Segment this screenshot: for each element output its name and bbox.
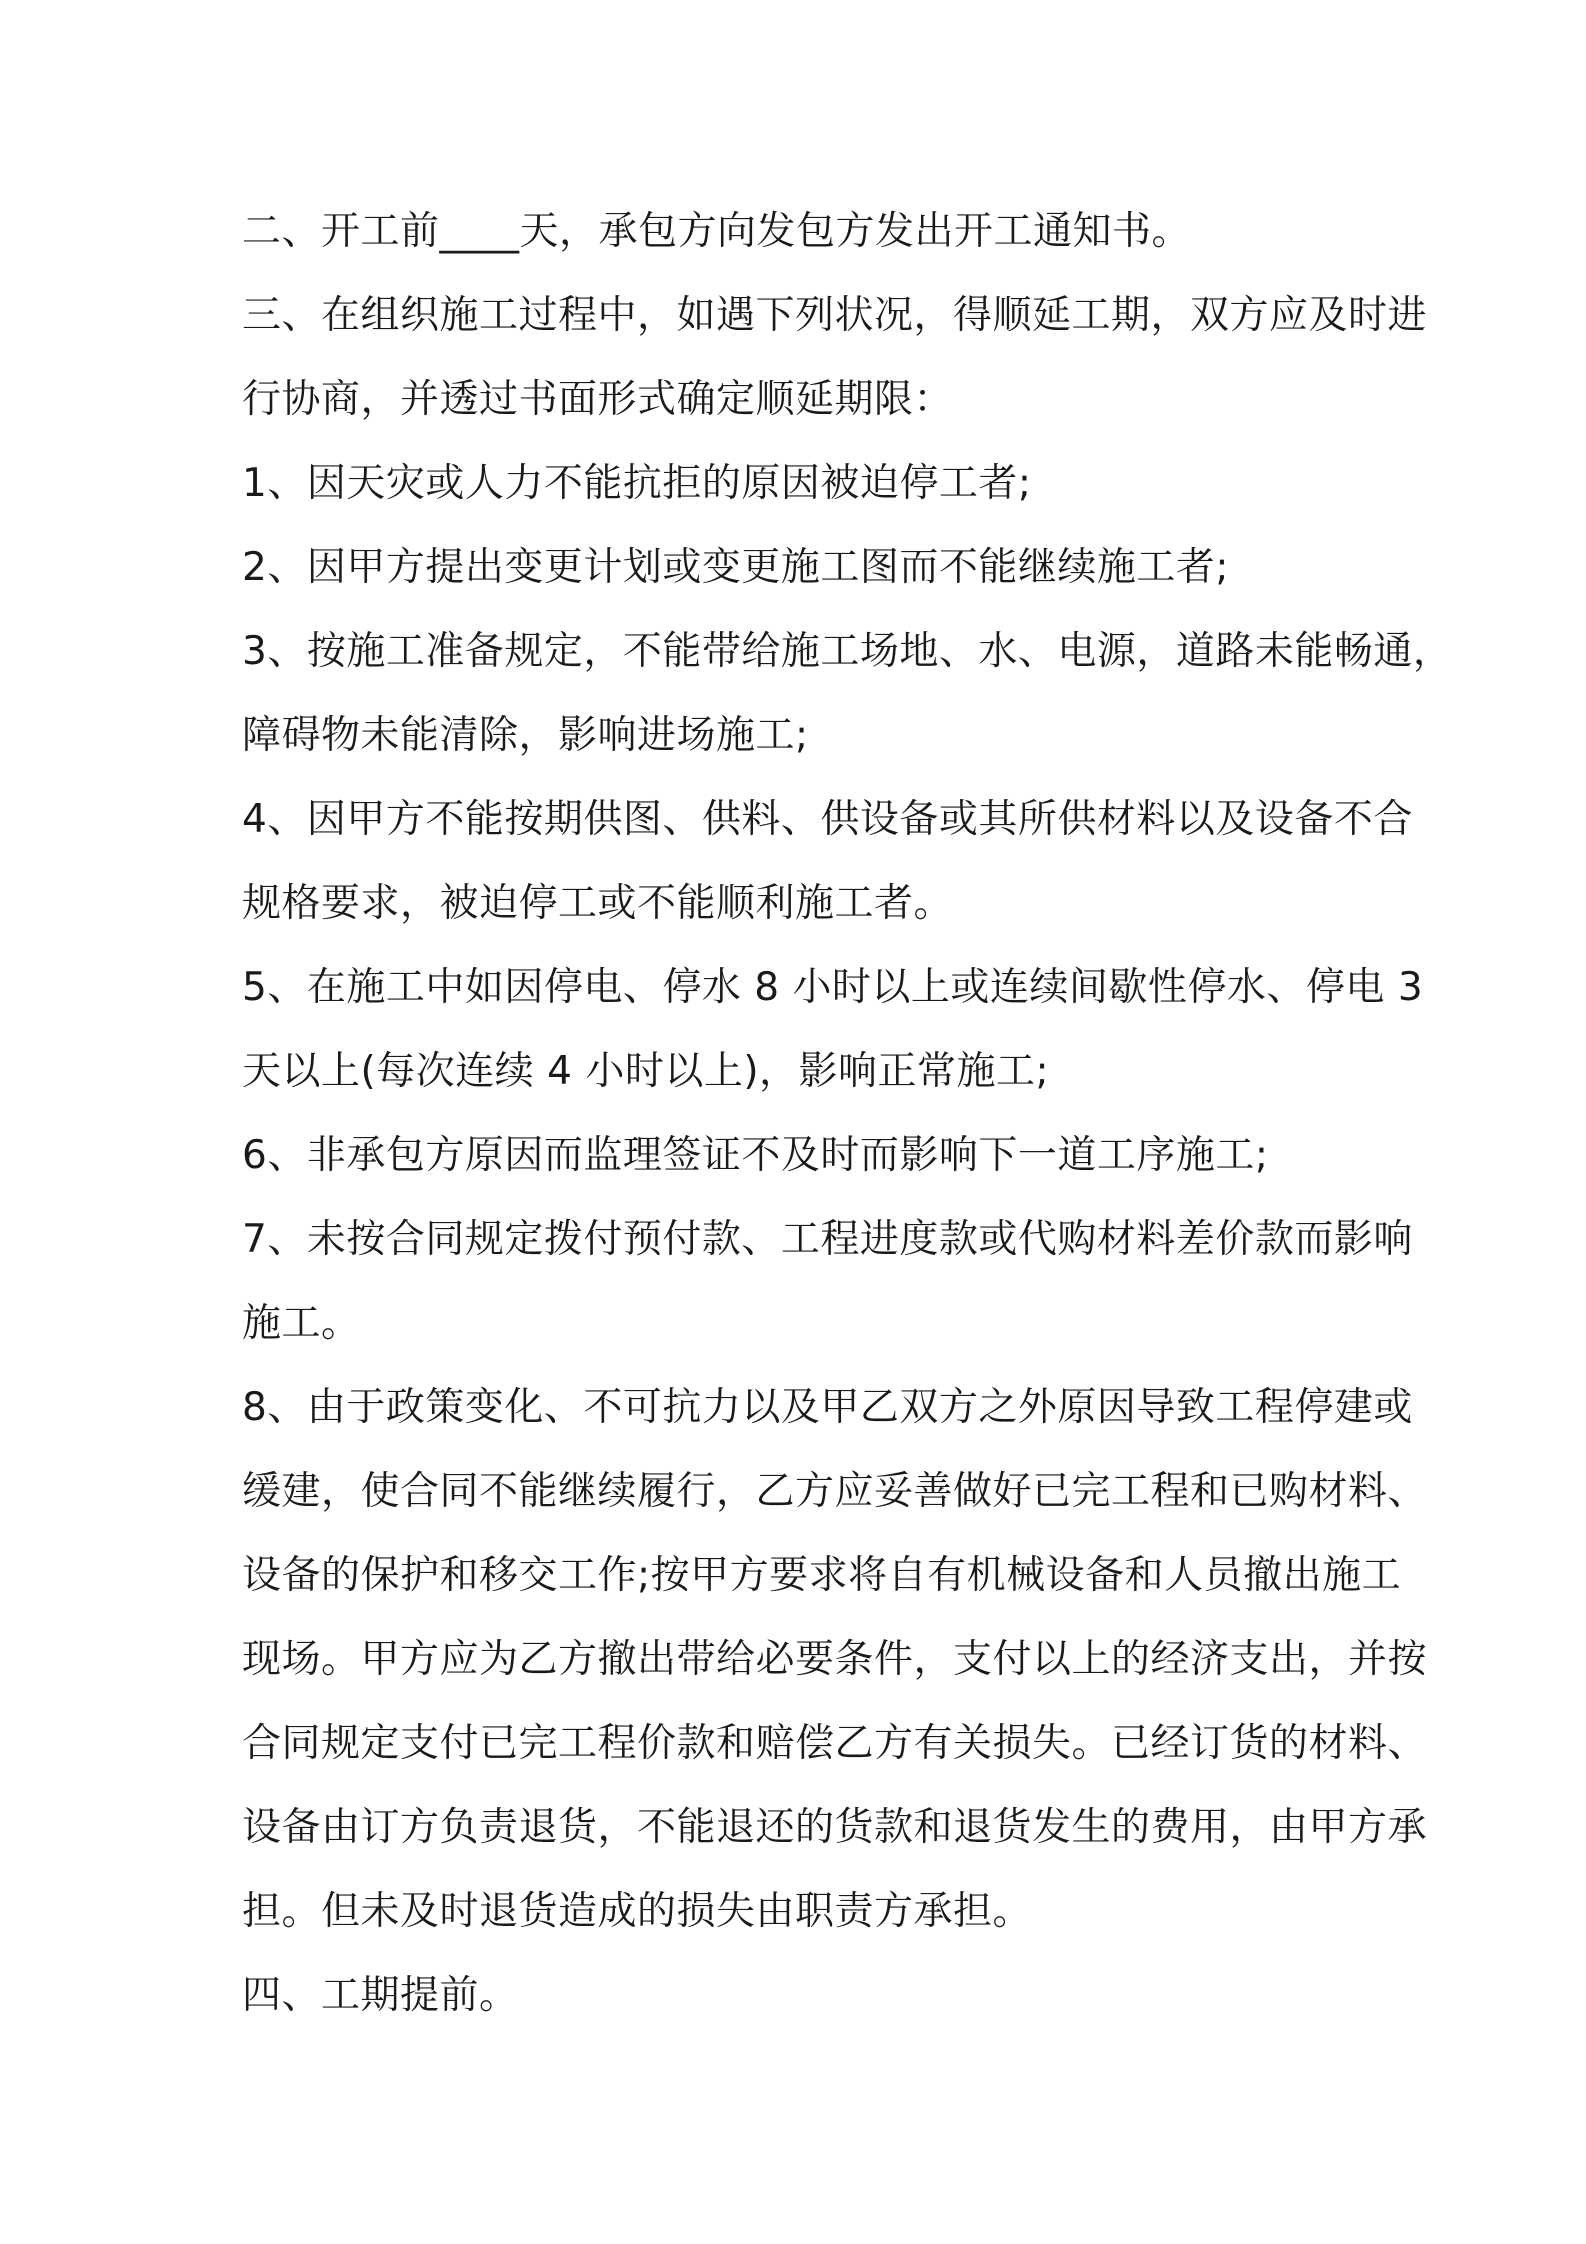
text-line: 合同规定支付已完工程价款和赔偿乙方有关损失。已经订货的材料、 <box>242 1721 1428 1766</box>
text-line: 设备的保护和移交工作;按甲方要求将自有机械设备和人员撤出施工 <box>242 1553 1402 1598</box>
document-body <box>242 190 1453 2038</box>
text-line: 障碍物未能清除，影响进场施工; <box>242 713 809 758</box>
text-line: 3、按施工准备规定，不能带给施工场地、水、电源，道路未能畅通， <box>242 629 1453 674</box>
text-line: 4、因甲方不能按期供图、供料、供设备或其所供材料以及设备不合 <box>242 797 1413 842</box>
text-line: 2、因甲方提出变更计划或变更施工图而不能继续施工者; <box>242 545 1229 590</box>
text-line: 三、在组织施工过程中，如遇下列状况，得顺延工期，双方应及时进 <box>242 293 1428 338</box>
text-line: 行协商，并透过书面形式确定顺延期限： <box>242 377 954 422</box>
text-line: 1、因天灾或人力不能抗拒的原因被迫停工者; <box>242 461 1032 506</box>
text-line: 8、由于政策变化、不可抗力以及甲乙双方之外原因导致工程停建或 <box>242 1385 1413 1430</box>
text-line: 7、未按合同规定拨付预付款、工程进度款或代购材料差价款而影响 <box>242 1217 1413 1262</box>
text-line: 规格要求，被迫停工或不能顺利施工者。 <box>242 881 954 926</box>
text-line: 5、在施工中如因停电、停水 8 小时以上或连续间歇性停水、停电 3 <box>242 965 1424 1010</box>
text-line: 四、工期提前。 <box>242 1973 519 2018</box>
text-line: 现场。甲方应为乙方撤出带给必要条件，支付以上的经济支出，并按 <box>242 1637 1428 1682</box>
text-line: 缓建，使合同不能继续履行，乙方应妥善做好已完工程和已购材料、 <box>242 1469 1428 1514</box>
text-line: 6、非承包方原因而监理签证不及时而影响下一道工序施工; <box>242 1133 1269 1178</box>
text-line: 担。但未及时退货造成的损失由职责方承担。 <box>242 1889 1033 1934</box>
text-line: 设备由订方负责退货，不能退还的货款和退货发生的费用，由甲方承 <box>242 1805 1428 1850</box>
text-line: 天以上(每次连续 4 小时以上)，影响正常施工; <box>242 1049 1050 1094</box>
text-line: 施工。 <box>242 1301 361 1346</box>
text-line: 二、开工前____天，承包方向发包方发出开工通知书。 <box>242 209 1192 254</box>
